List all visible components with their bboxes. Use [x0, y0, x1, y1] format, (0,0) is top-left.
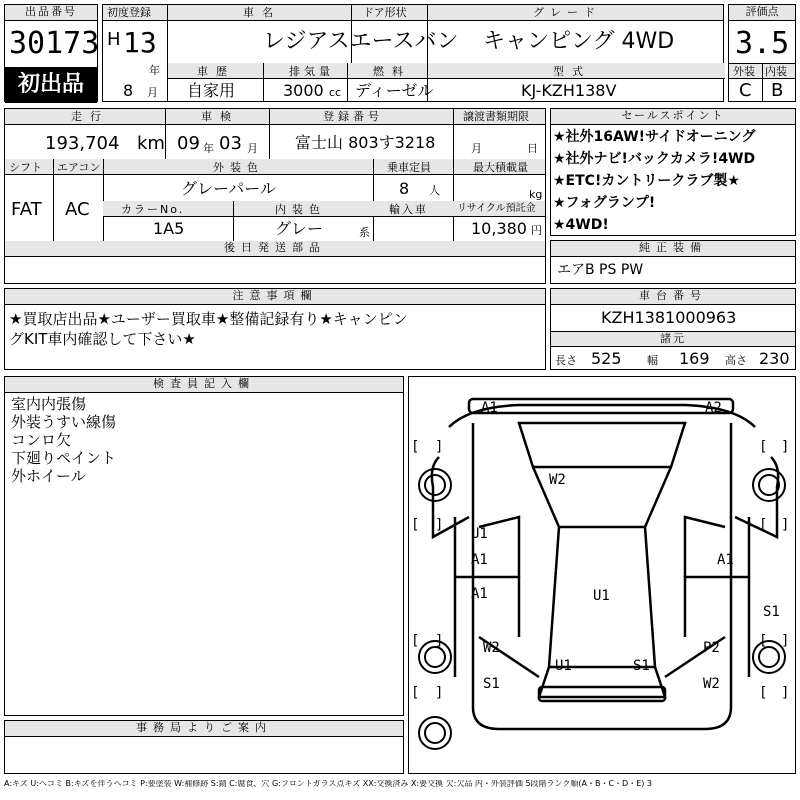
recycle-value: 10,380 — [471, 219, 527, 238]
seats-label: 乗車定員 — [387, 161, 431, 174]
damage-mark: U1 — [593, 588, 610, 604]
reg-year: 13 — [123, 26, 157, 59]
int-label: 内装 — [765, 65, 787, 78]
damage-mark: S1 — [483, 676, 500, 692]
lot-number: 30173 — [9, 26, 100, 61]
car-name: レジアスエースバン — [263, 29, 459, 54]
car-outline-diagram — [409, 377, 795, 773]
transfer-day-unit: 日 — [527, 142, 538, 155]
reg-month-unit: 月 — [147, 86, 158, 99]
damage-mark: A1 — [471, 586, 488, 602]
inspect-month-unit: 月 — [247, 142, 258, 155]
width-label: 幅 — [647, 354, 658, 367]
svg-text:[: [ — [759, 633, 768, 649]
sales-line: ★4WD! — [553, 217, 609, 233]
reg-era: H — [107, 29, 121, 50]
svg-text:]: ] — [435, 685, 444, 701]
shift-value: FAT — [11, 199, 42, 220]
notes-box — [4, 288, 546, 370]
genuine-equipment — [550, 240, 796, 284]
ext-value: C — [739, 80, 752, 101]
seats-value: 8 — [399, 179, 410, 198]
svg-text:]: ] — [435, 517, 444, 533]
inspect-year-unit: 年 — [203, 142, 214, 155]
disp-unit: cc — [329, 86, 342, 99]
chassis-label: 車台番号 — [551, 289, 795, 305]
reg-month: 8 — [123, 81, 134, 100]
inspect-month: 03 — [219, 133, 242, 154]
recycle-unit: 円 — [531, 224, 542, 237]
length-value: 525 — [591, 349, 622, 368]
lot-number-box — [4, 4, 98, 102]
score-value: 3.5 — [735, 26, 790, 61]
later-label: 後日発送部品 — [5, 241, 545, 257]
mileage-unit: km — [137, 133, 165, 154]
svg-text:]: ] — [781, 517, 790, 533]
ac-value: AC — [65, 199, 90, 220]
sales-line: ★社外ナビ!バックカメラ!4WD — [553, 151, 756, 167]
equipment-value: エアB PS PW — [557, 262, 644, 278]
inspector-box — [4, 376, 404, 716]
fuel-label: 燃料 — [373, 65, 411, 78]
transfer-month-unit: 月 — [471, 142, 482, 155]
inspector-line: コンロ欠 — [11, 431, 72, 449]
damage-mark: W2 — [703, 676, 720, 692]
damage-mark: W2 — [483, 640, 500, 656]
intcolor-value: グレー — [275, 219, 324, 238]
equipment-label: 純正装備 — [551, 241, 795, 257]
load-unit: kg — [529, 188, 543, 201]
notes-label: 注意事項欄 — [5, 289, 545, 305]
svg-text:]: ] — [435, 633, 444, 649]
legend: A:キズ U:ヘコミ B:キズを伴うヘコミ P:要塗装 W:補修跡 S:錆 C:腐食、穴 G:フロントガラス点キズ XX:交換済み X:要交換 欠:欠品 内・外装評価 5段階ランク順(A・B・C・D・E) 3 — [4, 780, 653, 788]
door-label: ドア形状 — [363, 6, 407, 19]
svg-text:[: [ — [759, 439, 768, 455]
ext-label: 外装 — [733, 65, 755, 78]
svg-text:]: ] — [781, 439, 790, 455]
damage-mark: A1 — [481, 400, 498, 416]
chassis-value: KZH1381000963 — [601, 308, 737, 327]
color-value: グレーパール — [181, 179, 276, 198]
damage-mark: S1 — [763, 604, 780, 620]
svg-text:]: ] — [435, 439, 444, 455]
score-label: 評価点 — [729, 5, 795, 21]
chassis-box — [550, 288, 796, 370]
model-label: 型式 — [553, 65, 591, 78]
sales-line: ★ETC!カントリークラブ製★ — [553, 173, 740, 189]
transfer-label: 譲渡書類期限 — [463, 110, 529, 123]
sales-line: ★フォグランプ! — [553, 195, 656, 211]
regno-value: 富士山 803す3218 — [295, 133, 436, 152]
score-box — [728, 4, 796, 102]
disp-label: 排気量 — [289, 65, 334, 78]
svg-text:[: [ — [411, 633, 420, 649]
svg-text:[: [ — [411, 685, 420, 701]
sales-points — [550, 108, 796, 236]
history-label: 車歴 — [197, 65, 235, 78]
lot-label: 出品番号 — [5, 5, 97, 21]
damage-mark: A1 — [471, 552, 488, 568]
disp-value: 3000 — [283, 81, 324, 100]
ac-label: エアコン — [57, 161, 101, 174]
seats-unit: 人 — [429, 184, 440, 197]
history-value: 自家用 — [187, 81, 236, 100]
intcolor-label: 内装色 — [275, 203, 326, 216]
car-info-header — [102, 4, 724, 102]
width-value: 169 — [679, 349, 710, 368]
notes-line: ★買取店出品★ユーザー買取車★整備記録有り★キャンピン — [9, 310, 408, 328]
office-label: 事務局よりご案内 — [5, 721, 403, 737]
svg-text:[: [ — [411, 517, 420, 533]
intcolor-unit: 系 — [359, 226, 370, 239]
first-listing-badge: 初出品 — [5, 67, 97, 103]
load-label: 最大積載量 — [473, 161, 528, 174]
int-value: B — [771, 80, 784, 101]
fuel-value: ディーゼル — [355, 81, 434, 100]
grade-value: キャンピング 4WD — [483, 29, 675, 54]
svg-text:]: ] — [781, 685, 790, 701]
damage-mark: P2 — [703, 640, 720, 656]
mileage-label: 走行 — [71, 110, 109, 123]
svg-text:]: ] — [781, 633, 790, 649]
length-label: 長さ — [555, 354, 577, 367]
inspector-line: 外ホイール — [11, 467, 86, 485]
height-value: 230 — [759, 349, 790, 368]
colorno-value: 1A5 — [153, 219, 185, 238]
shift-label: シフト — [9, 161, 42, 174]
damage-mark: U1 — [471, 526, 488, 542]
damage-diagram — [408, 376, 796, 774]
recycle-label: リサイクル預託金 — [457, 203, 536, 214]
office-box — [4, 720, 404, 774]
svg-text:[: [ — [759, 685, 768, 701]
color-label: 外装色 — [213, 161, 264, 174]
sales-label: セールスポイント — [551, 109, 795, 125]
damage-mark: W2 — [549, 472, 566, 488]
height-label: 高さ — [725, 354, 747, 367]
sales-line: ★社外16AW!サイドオーニング — [553, 129, 756, 145]
inspect-year: 09 — [177, 133, 200, 154]
inspector-label: 検査員記入欄 — [5, 377, 403, 393]
import-label: 輸入車 — [389, 203, 428, 216]
name-label: 車名 — [243, 6, 281, 19]
mileage-value: 193,704 — [45, 133, 120, 154]
model-value: KJ-KZH138V — [521, 81, 617, 100]
inspector-line: 外装うすい線傷 — [11, 413, 117, 431]
reg-label: 初度登録 — [107, 6, 151, 19]
svg-text:[: [ — [411, 439, 420, 455]
inspect-label: 車検 — [201, 110, 239, 123]
colorno-label: カラーNo. — [121, 203, 185, 216]
damage-mark: U1 — [555, 658, 572, 674]
svg-text:[: [ — [759, 517, 768, 533]
damage-mark: S1 — [633, 658, 650, 674]
spec-table — [4, 108, 546, 284]
dims-label: 諸元 — [551, 331, 795, 347]
grade-label: グレード — [533, 6, 601, 19]
damage-mark: A1 — [717, 552, 734, 568]
inspector-line: 下廻りペイント — [11, 449, 117, 467]
regno-label: 登録番号 — [323, 110, 383, 123]
damage-mark: A2 — [705, 400, 722, 416]
reg-year-unit: 年 — [149, 64, 160, 77]
notes-line: グKIT車内確認して下さい★ — [9, 330, 196, 348]
inspector-line: 室内内張傷 — [11, 395, 87, 413]
